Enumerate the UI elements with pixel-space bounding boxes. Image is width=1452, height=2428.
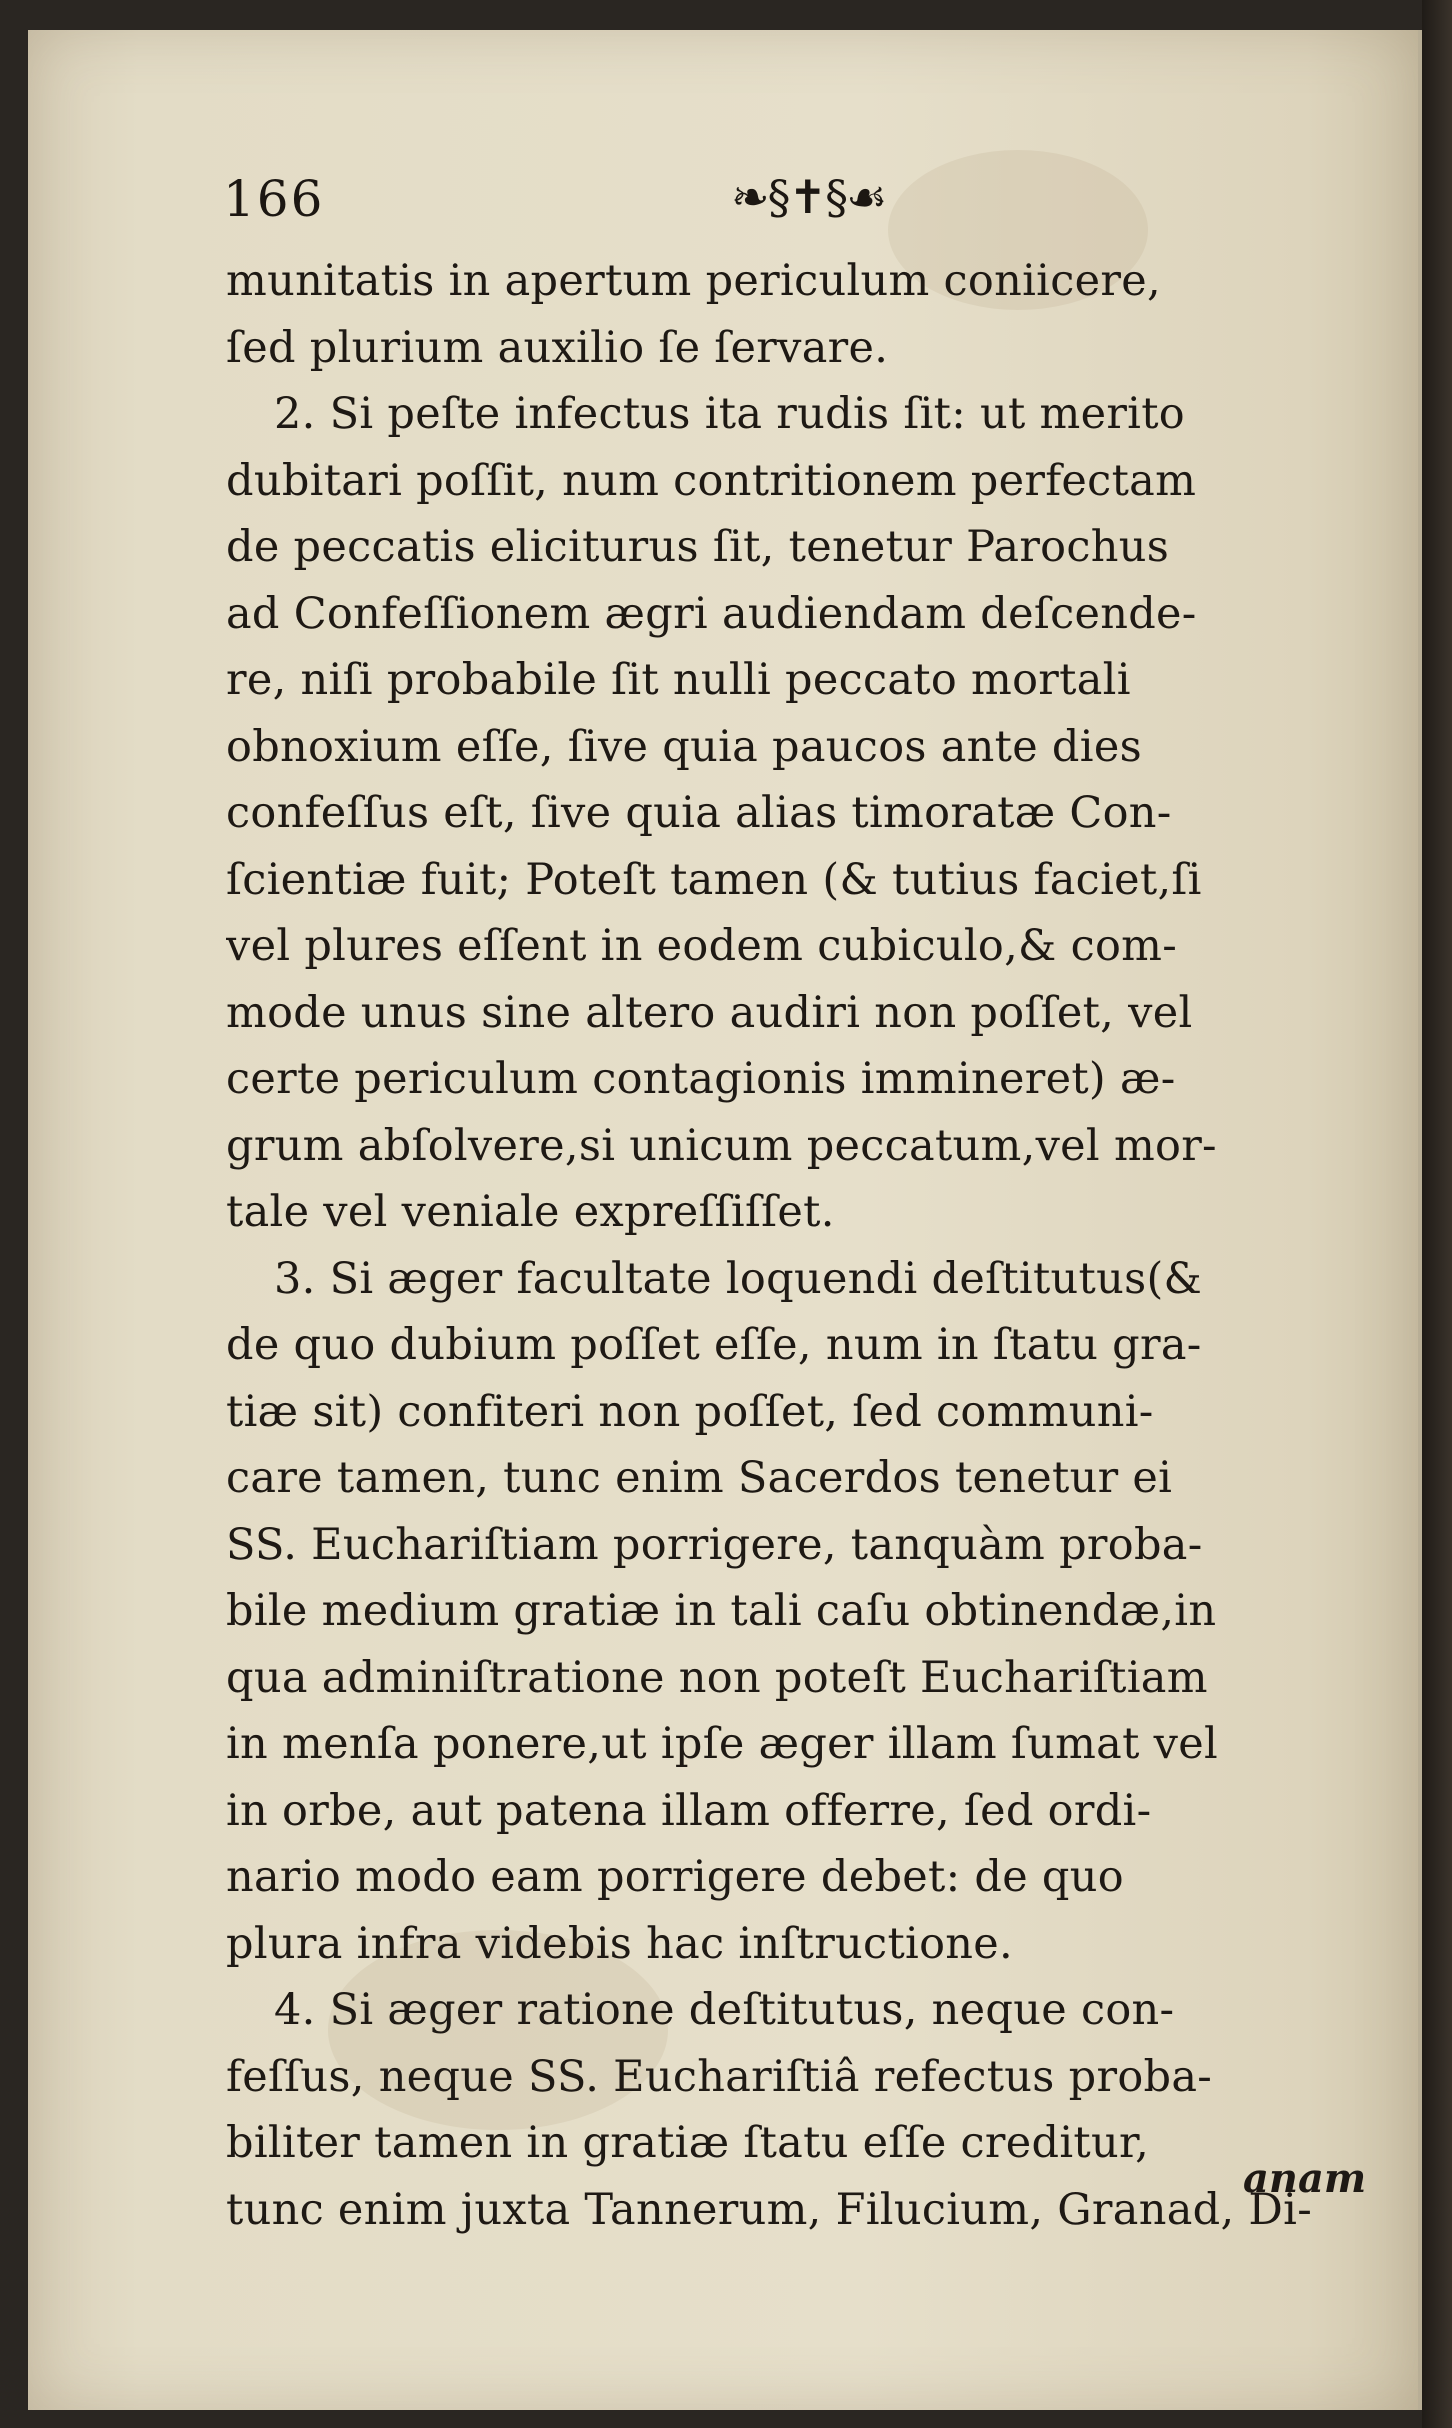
text-line: SS. Euchariſtiam porrigere, tanquàm proba- [226, 1519, 1203, 1570]
text-line: munitatis in apertum periculum coniicere, [226, 256, 1161, 306]
text-line: certe periculum contagionis immineret) æ- [226, 1054, 1176, 1104]
catchword: anam [1243, 2155, 1367, 2202]
book-spine-edge [1422, 0, 1452, 2428]
text-line: dubitari poſſit, num contritionem perfectam [226, 455, 1197, 506]
text-line: nario modo eam porrigere debet: de quo [226, 1852, 1124, 1902]
body-text [226, 248, 1426, 2243]
text-line: re, niſi probabile ſit nulli peccato mortali [226, 655, 1131, 705]
text-line: tale vel veniale expreſſiſſet. [226, 1187, 835, 1237]
text-line: in menſa ponere,ut ipſe æger illam ſumat vel [226, 1719, 1219, 1769]
text-line: biliter tamen in gratiæ ſtatu eſſe creditur, [226, 2118, 1150, 2168]
text-line: 3. Si æger facultate loquendi deſtitutus(& [274, 1253, 1203, 1304]
page-header [223, 170, 1363, 240]
text-line: plura infra videbis hac inſtructione. [226, 1918, 1013, 1969]
text-line: feſſus, neque SS. Euchariſtiâ refectus proba- [226, 2051, 1213, 2102]
book-page [28, 30, 1424, 2410]
text-line: 2. Si peſte infectus ita rudis ſit: ut merito [274, 389, 1185, 439]
page-number: 166 [223, 170, 325, 228]
text-line: tunc enim juxta Tannerum, Filucium, Granad, Di- [226, 2184, 1313, 2235]
text-line: obnoxium eſſe, ſive quia paucos ante dies [226, 721, 1142, 772]
text-line: ſcientiæ fuit; Poteſt tamen (& tutius faciet,ſi [226, 854, 1202, 905]
text-line: de quo dubium poſſet eſſe, num in ſtatu gra- [226, 1320, 1202, 1370]
text-line: confeſſus eſt, ſive quia alias timoratæ Con- [226, 788, 1172, 838]
text-line: bile medium gratiæ in tali caſu obtinendæ,in [226, 1586, 1217, 1636]
text-line: vel plures eſſent in eodem cubiculo,& com- [226, 921, 1178, 971]
text-line: 4. Si æger ratione deſtitutus, neque con- [274, 1985, 1175, 2035]
text-line: grum abſolvere,si unicum peccatum,vel mor- [226, 1120, 1217, 1171]
text-line: mode unus sine altero audiri non poſſet, vel [226, 987, 1193, 1038]
text-line: care tamen, tunc enim Sacerdos tenetur ei [226, 1453, 1173, 1503]
header-ornament: ❧§✝§☙ [731, 170, 886, 224]
text-line: in orbe, aut patena illam offerre, ſed ordi- [226, 1785, 1152, 1836]
text-line: de peccatis eliciturus ſit, tenetur Parochus [226, 522, 1170, 572]
text-line: ſed plurium auxilio ſe ſervare. [226, 322, 889, 373]
text-line: tiæ sit) confiteri non poſſet, ſed communi- [226, 1386, 1154, 1437]
text-line: ad Confeſſionem ægri audiendam deſcende- [226, 588, 1197, 639]
text-line: qua adminiſtratione non poteſt Euchariſtiam [226, 1652, 1208, 1703]
